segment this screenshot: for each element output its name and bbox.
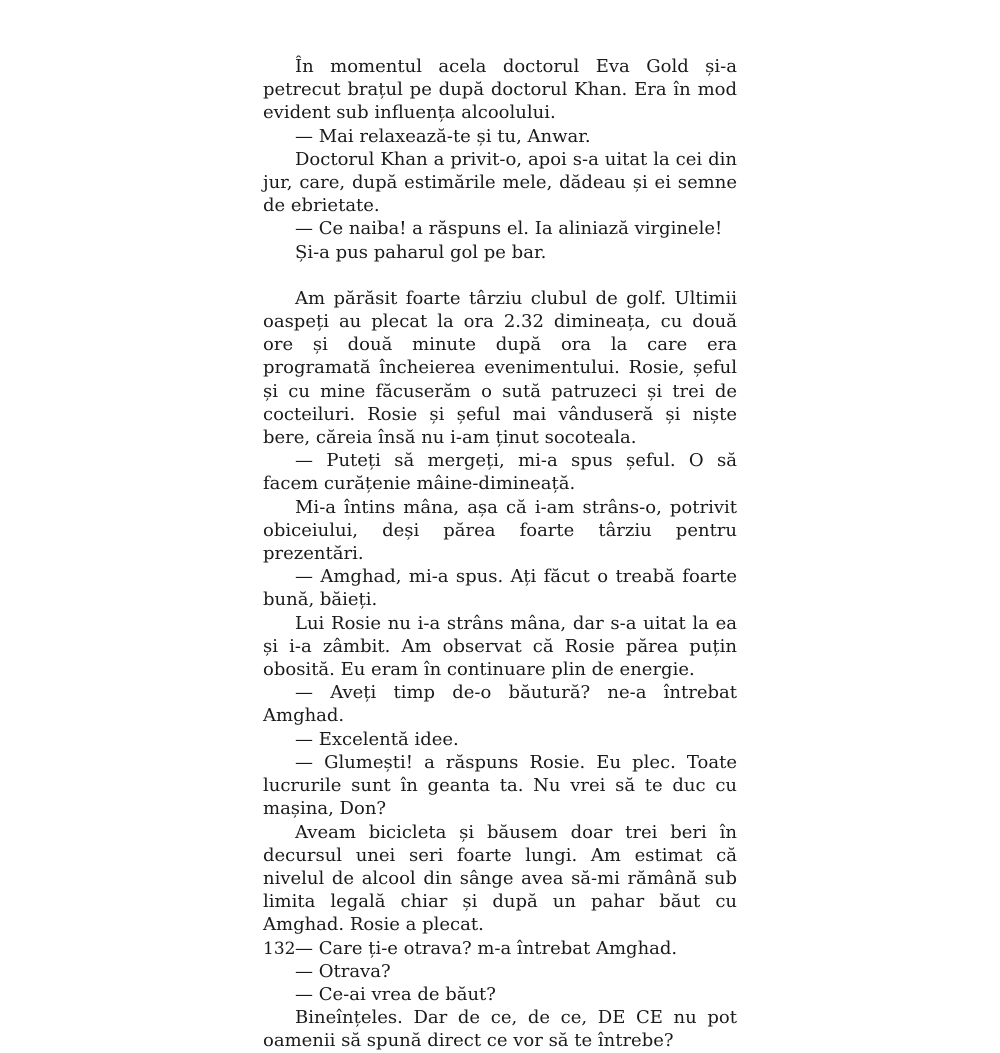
paragraph: — Ce-ai vrea de băut? [295, 983, 496, 1005]
paragraph: Mi-a întins mâna, așa că i-am strâns-o, potrivit obiceiului, deși părea foarte târziu pentru prezentări. [263, 496, 737, 565]
paragraph: Am părăsit foarte târziu clubul de golf. Ultimii oaspeți au plecat la ora 2.32 dimineața, cu două ore și două minute după ora la care era programată încheierea evenimentului. Rosie, șeful și cu mine făcuserăm o sută patruzeci și trei de cocteiluri. Rosie și șeful mai vânduseră și niște bere, căreia însă nu i-am ținut socoteala. [263, 287, 737, 449]
section-break [263, 264, 737, 287]
paragraph: Doctorul Khan a privit-o, apoi s-a uitat la cei din jur, care, după estimările mele, dădeau și ei semne de ebrietate. [263, 148, 737, 217]
paragraph: — Excelentă idee. [295, 728, 459, 750]
paragraph: — Ce naiba! a răspuns el. Ia aliniază virginele! [295, 218, 723, 240]
page-number: 132 [263, 939, 296, 959]
paragraph: — Otrava? [295, 960, 391, 982]
paragraph: — Glumești! a răspuns Rosie. Eu plec. Toate lucrurile sunt în geanta ta. Nu vrei să te duc cu mașina, Don? [263, 751, 737, 820]
paragraph: Lui Rosie nu i-a strâns mâna, dar s-a uitat la ea și i-a zâmbit. Am observat că Rosie părea puțin obosită. Eu eram în continuare plin de energie. [263, 612, 737, 681]
paragraph: Bineînțeles. Dar de ce, de ce, DE CE nu pot oamenii să spună direct ce vor să te întrebe? [263, 1007, 737, 1052]
paragraph: Aveam bicicleta și băusem doar trei beri în decursul unei seri foarte lungi. Am estimat că nivelul de alcool din sânge avea să-mi rămână sub limita legală chiar și după un pahar băut cu Amghad. Rosie a plecat. [263, 821, 737, 936]
paragraph: În momentul acela doctorul Eva Gold și-a petrecut brațul pe după doctorul Khan. Era în mod evident sub influența alcoolului. [263, 56, 737, 124]
paragraph: — Puteți să mergeți, mi-a spus șeful. O să facem curățenie mâine-dimineață. [263, 450, 737, 495]
paragraph: Și-a pus paharul gol pe bar. [295, 241, 547, 263]
paragraph: — Care ți-e otrava? m-a întrebat Amghad. [295, 937, 678, 959]
paragraph: — Aveți timp de-o băutură? ne-a întrebat Amghad. [263, 682, 737, 727]
paragraph: — Mai relaxează-te și tu, Anwar. [295, 125, 591, 147]
paragraph: — Amghad, mi-a spus. Ați făcut o treabă foarte bună, băieți. [263, 566, 737, 611]
body-text [263, 55, 737, 1053]
